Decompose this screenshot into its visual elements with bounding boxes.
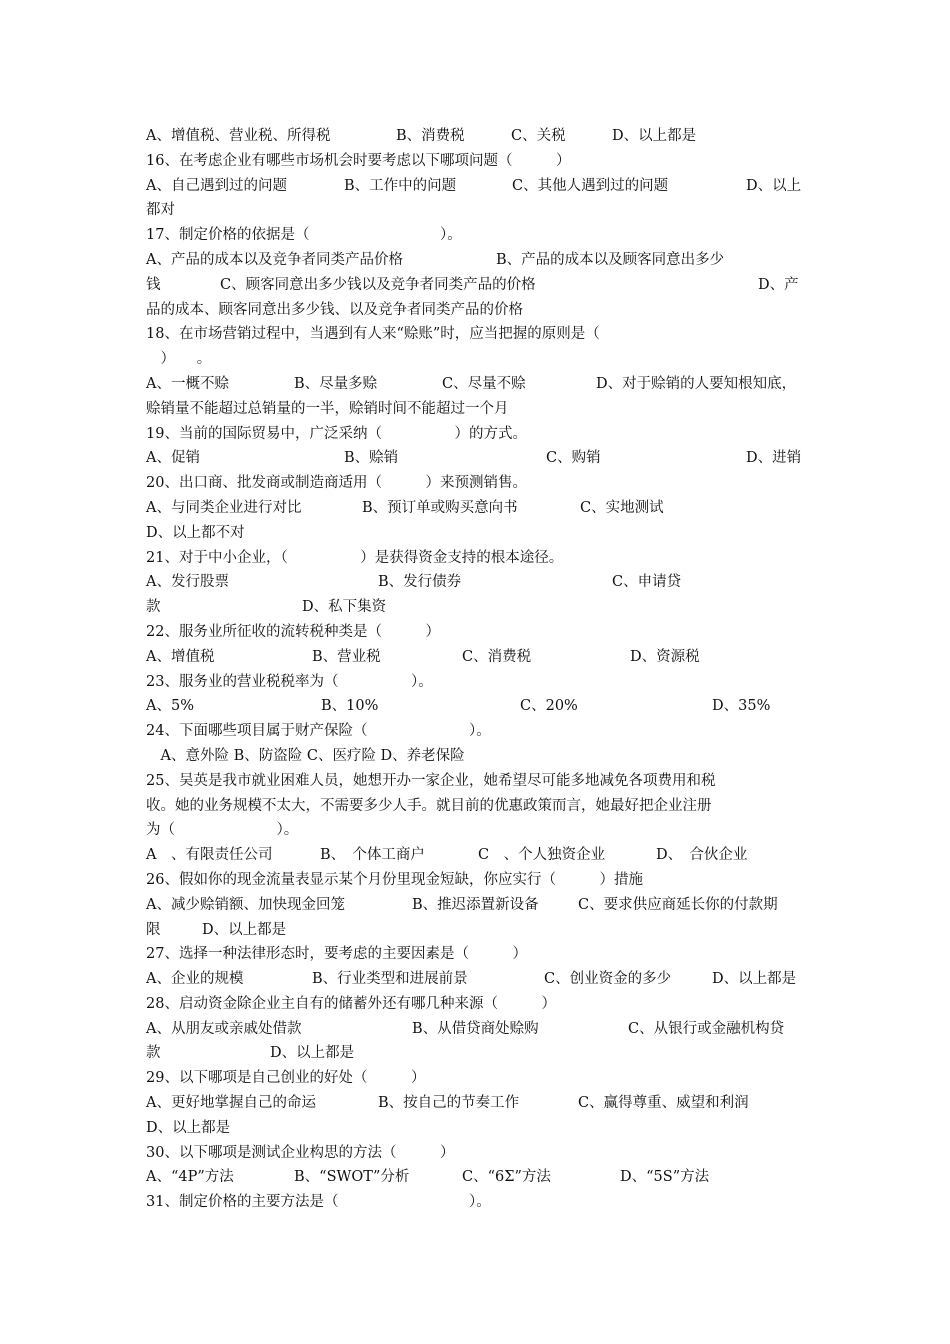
text-segment: 为（ ）。 [146, 822, 299, 839]
text-segment: C、尽量不赊 [442, 375, 526, 392]
text-line [146, 868, 816, 893]
text-line [146, 769, 816, 794]
text-segment: C、其他人遇到过的问题 [512, 177, 669, 194]
text-segment: B、 个体工商户 [320, 847, 425, 864]
text-segment: A、与同类企业进行对比 [146, 499, 302, 516]
text-segment: C、消费税 [462, 648, 532, 665]
text-line [146, 1165, 816, 1190]
text-segment: 20、出口商、批发商或制造商适用（ ）来预测销售。 [146, 475, 527, 492]
text-line [146, 347, 816, 372]
text-line [146, 397, 816, 422]
text-segment: D、以上都是 [270, 1045, 355, 1062]
text-segment: A、产品的成本以及竞争者同类产品价格 [146, 251, 403, 268]
text-segment: D、以上都是 [712, 971, 797, 988]
text-line [146, 843, 816, 868]
text-line [146, 546, 816, 571]
text-line [146, 694, 816, 719]
document-page [146, 124, 816, 1215]
text-segment: D、进销 [746, 450, 802, 467]
text-segment: D、 合伙企业 [656, 847, 748, 864]
text-segment: A、意外险 B、防盗险 C、医疗险 D、养老保险 [146, 747, 465, 764]
text-line [146, 521, 816, 546]
text-segment: A、增值税、营业税、所得税 [146, 128, 331, 144]
text-segment: B、推迟添置新设备 [412, 896, 539, 913]
text-line [146, 174, 816, 199]
text-segment: 23、服务业的营业税税率为（ ）。 [146, 673, 433, 690]
text-line [146, 744, 816, 769]
text-line [146, 620, 816, 645]
text-segment: 26、假如你的现金流量表显示某个月份里现金短缺，你应实行（ ）措施 [146, 871, 643, 888]
text-segment: A、发行股票 [146, 574, 229, 591]
text-segment: C 、个人独资企业 [478, 847, 606, 864]
text-line [146, 645, 816, 670]
text-line [146, 496, 816, 521]
text-segment: D、以上都是 [612, 128, 697, 144]
text-segment: 31、制定价格的主要方法是（ ）。 [146, 1194, 491, 1211]
text-line [146, 446, 816, 471]
text-segment: 品的成本、顾客同意出多少钱、以及竞争者同类产品的价格 [146, 301, 523, 318]
text-line [146, 1041, 816, 1066]
text-segment: D、以上都是 [146, 1119, 231, 1136]
text-line [146, 719, 816, 744]
text-segment: ） 。 [146, 351, 212, 368]
text-segment: B、按自己的节奏工作 [378, 1095, 520, 1112]
text-segment: B、产品的成本以及顾客同意出多少 [496, 251, 725, 268]
text-line [146, 248, 816, 273]
text-segment: D、对于赊销的人要知根知底， [596, 375, 797, 392]
text-segment: C、创业资金的多少 [544, 971, 672, 988]
text-segment: D、资源税 [630, 648, 700, 665]
text-segment: B、行业类型和进展前景 [312, 971, 468, 988]
text-line [146, 1141, 816, 1166]
text-segment: A 、有限责任公司 [146, 847, 273, 864]
text-segment: B、10% [321, 698, 379, 715]
text-segment: A、减少赊销额、加快现金回笼 [146, 896, 345, 913]
text-line [146, 893, 816, 918]
text-segment: A、更好地掌握自己的命运 [146, 1095, 316, 1112]
text-segment: A、促销 [146, 450, 200, 467]
text-segment: 21、对于中小企业，（ ）是获得资金支持的根本途径。 [146, 549, 564, 566]
text-segment: 18、在市场营销过程中，当遇到有人来“赊账”时，应当把握的原则是（ [146, 326, 600, 343]
text-segment: C、关税 [511, 128, 566, 144]
text-segment: B、“SWOT”分析 [294, 1169, 410, 1186]
text-segment: D、以上都是 [202, 921, 287, 938]
text-line [146, 471, 816, 496]
text-line [146, 1091, 816, 1116]
text-segment: C、顾客同意出多少钱以及竞争者同类产品的价格 [220, 276, 536, 293]
text-segment: D、产 [758, 276, 799, 293]
text-segment: A、增值税 [146, 648, 215, 665]
text-segment: 28、启动资金除企业主自有的储蓄外还有哪几种来源（ ） [146, 995, 556, 1012]
text-line [146, 570, 816, 595]
text-segment: C、购销 [546, 450, 601, 467]
text-line [146, 794, 816, 819]
text-segment: A、企业的规模 [146, 971, 244, 988]
text-segment: D、私下集资 [302, 599, 387, 616]
text-segment: 29、以下哪项是自己创业的好处（ ） [146, 1070, 426, 1087]
text-segment: 30、以下哪项是测试企业构思的方法（ ） [146, 1144, 455, 1161]
text-line [146, 124, 816, 149]
text-line [146, 273, 816, 298]
text-segment: 限 [146, 921, 161, 938]
text-segment: D、以上都不对 [146, 524, 245, 541]
text-segment: A、5% [146, 698, 194, 715]
text-segment: B、预订单或购买意向书 [362, 499, 518, 516]
text-segment: A、自己遇到过的问题 [146, 177, 287, 194]
text-line [146, 149, 816, 174]
text-segment: B、赊销 [344, 450, 399, 467]
text-line [146, 298, 816, 323]
text-line [146, 198, 816, 223]
text-line [146, 1017, 816, 1042]
text-line [146, 1116, 816, 1141]
text-segment: B、尽量多赊 [294, 375, 378, 392]
text-segment: D、“5S”方法 [620, 1169, 710, 1186]
text-segment: 款 [146, 599, 161, 616]
text-segment: 19、当前的国际贸易中，广泛采纳（ ）的方式。 [146, 425, 527, 442]
text-segment: B、发行债券 [378, 574, 462, 591]
text-segment: 都对 [146, 202, 175, 219]
text-segment: 收。她的业务规模不太大，不需要多少人手。就目前的优惠政策而言，她最好把企业注册 [146, 797, 712, 814]
text-segment: B、消费税 [396, 128, 465, 144]
text-segment: A、从朋友或亲戚处借款 [146, 1020, 302, 1037]
text-line [146, 942, 816, 967]
text-segment: C、实地测试 [580, 499, 664, 516]
text-segment: C、要求供应商延长你的付款期 [578, 896, 778, 913]
text-segment: C、申请贷 [612, 574, 682, 591]
text-line [146, 1066, 816, 1091]
text-line [146, 967, 816, 992]
text-segment: 27、选择一种法律形态时，要考虑的主要因素是（ ） [146, 946, 527, 963]
text-line [146, 322, 816, 347]
text-line [146, 422, 816, 447]
text-segment: A、一概不赊 [146, 375, 229, 392]
text-segment: 赊销量不能超过总销量的一半，赊销时间不能超过一个月 [146, 400, 509, 417]
text-segment: C、从银行或金融机构贷 [628, 1020, 785, 1037]
text-segment: C、20% [520, 698, 578, 715]
text-segment: 24、下面哪些项目属于财产保险（ ）。 [146, 723, 491, 740]
text-line [146, 223, 816, 248]
text-segment: B、从借贷商处赊购 [412, 1020, 539, 1037]
text-segment: 款 [146, 1045, 161, 1062]
text-segment: C、“6Σ”方法 [462, 1169, 551, 1186]
text-segment: D、以上 [746, 177, 802, 194]
text-line [146, 670, 816, 695]
text-segment: 25、吴英是我市就业困难人员，她想开办一家企业，她希望尽可能多地减免各项费用和税 [146, 772, 716, 789]
text-line [146, 818, 816, 843]
text-segment: 钱 [146, 276, 161, 293]
text-segment: 17、制定价格的依据是（ ）。 [146, 227, 462, 244]
text-segment: B、工作中的问题 [344, 177, 457, 194]
text-line [146, 595, 816, 620]
text-segment: C、赢得尊重、威望和利润 [578, 1095, 749, 1112]
text-segment: 16、在考虑企业有哪些市场机会时要考虑以下哪项问题（ ） [146, 152, 571, 169]
text-segment: A、“4P”方法 [146, 1169, 234, 1186]
text-line [146, 992, 816, 1017]
text-line [146, 918, 816, 943]
text-segment: B、营业税 [312, 648, 381, 665]
text-line [146, 372, 816, 397]
text-segment: 22、服务业所征收的流转税种类是（ ） [146, 623, 440, 640]
text-line [146, 1190, 816, 1215]
text-segment: D、35% [712, 698, 771, 715]
